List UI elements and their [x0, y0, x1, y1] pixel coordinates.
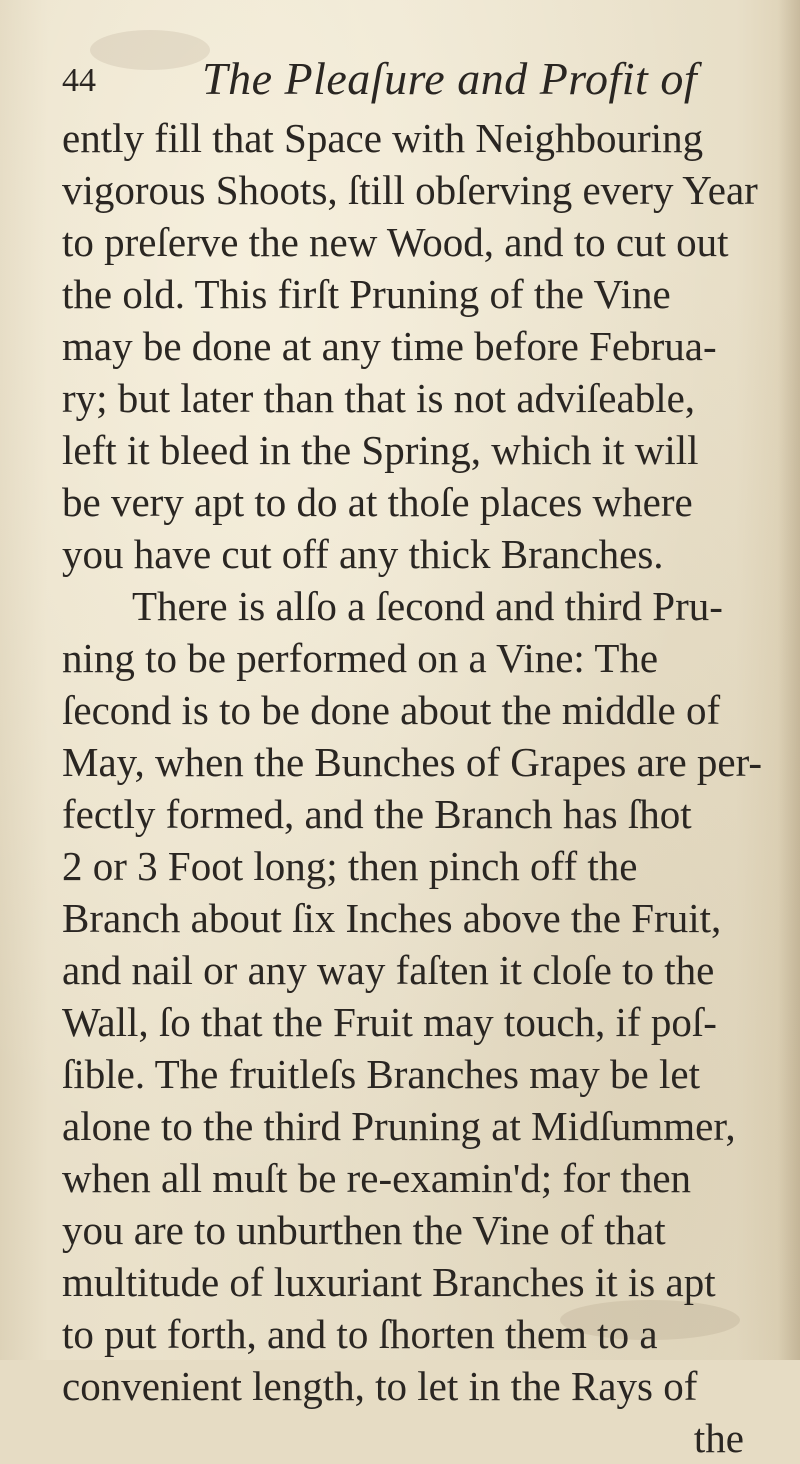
catchword: the — [693, 1415, 744, 1461]
body-text — [62, 112, 782, 1464]
text-line: left it bleed in the Spring, which it will — [62, 427, 699, 473]
text-line: to put forth, and to ſhorten them to a — [62, 1311, 658, 1357]
text-line: ning to be performed on a Vine: The — [62, 635, 659, 681]
text-line: Wall, ſo that the Fruit may touch, if poſ- — [62, 999, 717, 1045]
text-line: May, when the Bunches of Grapes are per- — [62, 739, 763, 785]
text-line: vigorous Shoots, ſtill obſerving every Year — [62, 167, 758, 213]
text-line: the old. This firſt Pruning of the Vine — [62, 271, 671, 317]
text-line: ry; but later than that is not adviſeable, — [62, 375, 696, 421]
text-line: may be done at any time before Februa- — [62, 323, 717, 369]
text-line: multitude of luxuriant Branches it is apt — [62, 1259, 716, 1305]
text-line: ſecond is to be done about the middle of — [62, 687, 721, 733]
running-title: The Pleaſure and Profit of — [202, 53, 698, 104]
text-line: Branch about ſix Inches above the Fruit, — [62, 895, 722, 941]
text-line: convenient length, to let in the Rays of — [62, 1363, 698, 1409]
paragraph-start-line: There is alſo a ſecond and third Pru- — [132, 583, 723, 629]
text-line: ently fill that Space with Neighbouring — [62, 115, 704, 161]
text-line: you have cut off any thick Branches. — [62, 531, 664, 577]
text-line: alone to the third Pruning at Midſummer, — [62, 1103, 736, 1149]
text-line: you are to unburthen the Vine of that — [62, 1207, 666, 1253]
text-line: ſible. The fruitleſs Branches may be let — [62, 1051, 700, 1097]
page-header — [62, 48, 762, 112]
text-line: when all muſt be re-examin'd; for then — [62, 1155, 692, 1201]
text-line: be very apt to do at thoſe places where — [62, 479, 693, 525]
text-line: 2 or 3 Foot long; then pinch off the — [62, 843, 638, 889]
text-line: and nail or any way faſten it cloſe to the — [62, 947, 715, 993]
text-line: to preſerve the new Wood, and to cut out — [62, 219, 729, 265]
page-number: 44 — [62, 62, 96, 99]
text-line: fectly formed, and the Branch has ſhot — [62, 791, 692, 837]
